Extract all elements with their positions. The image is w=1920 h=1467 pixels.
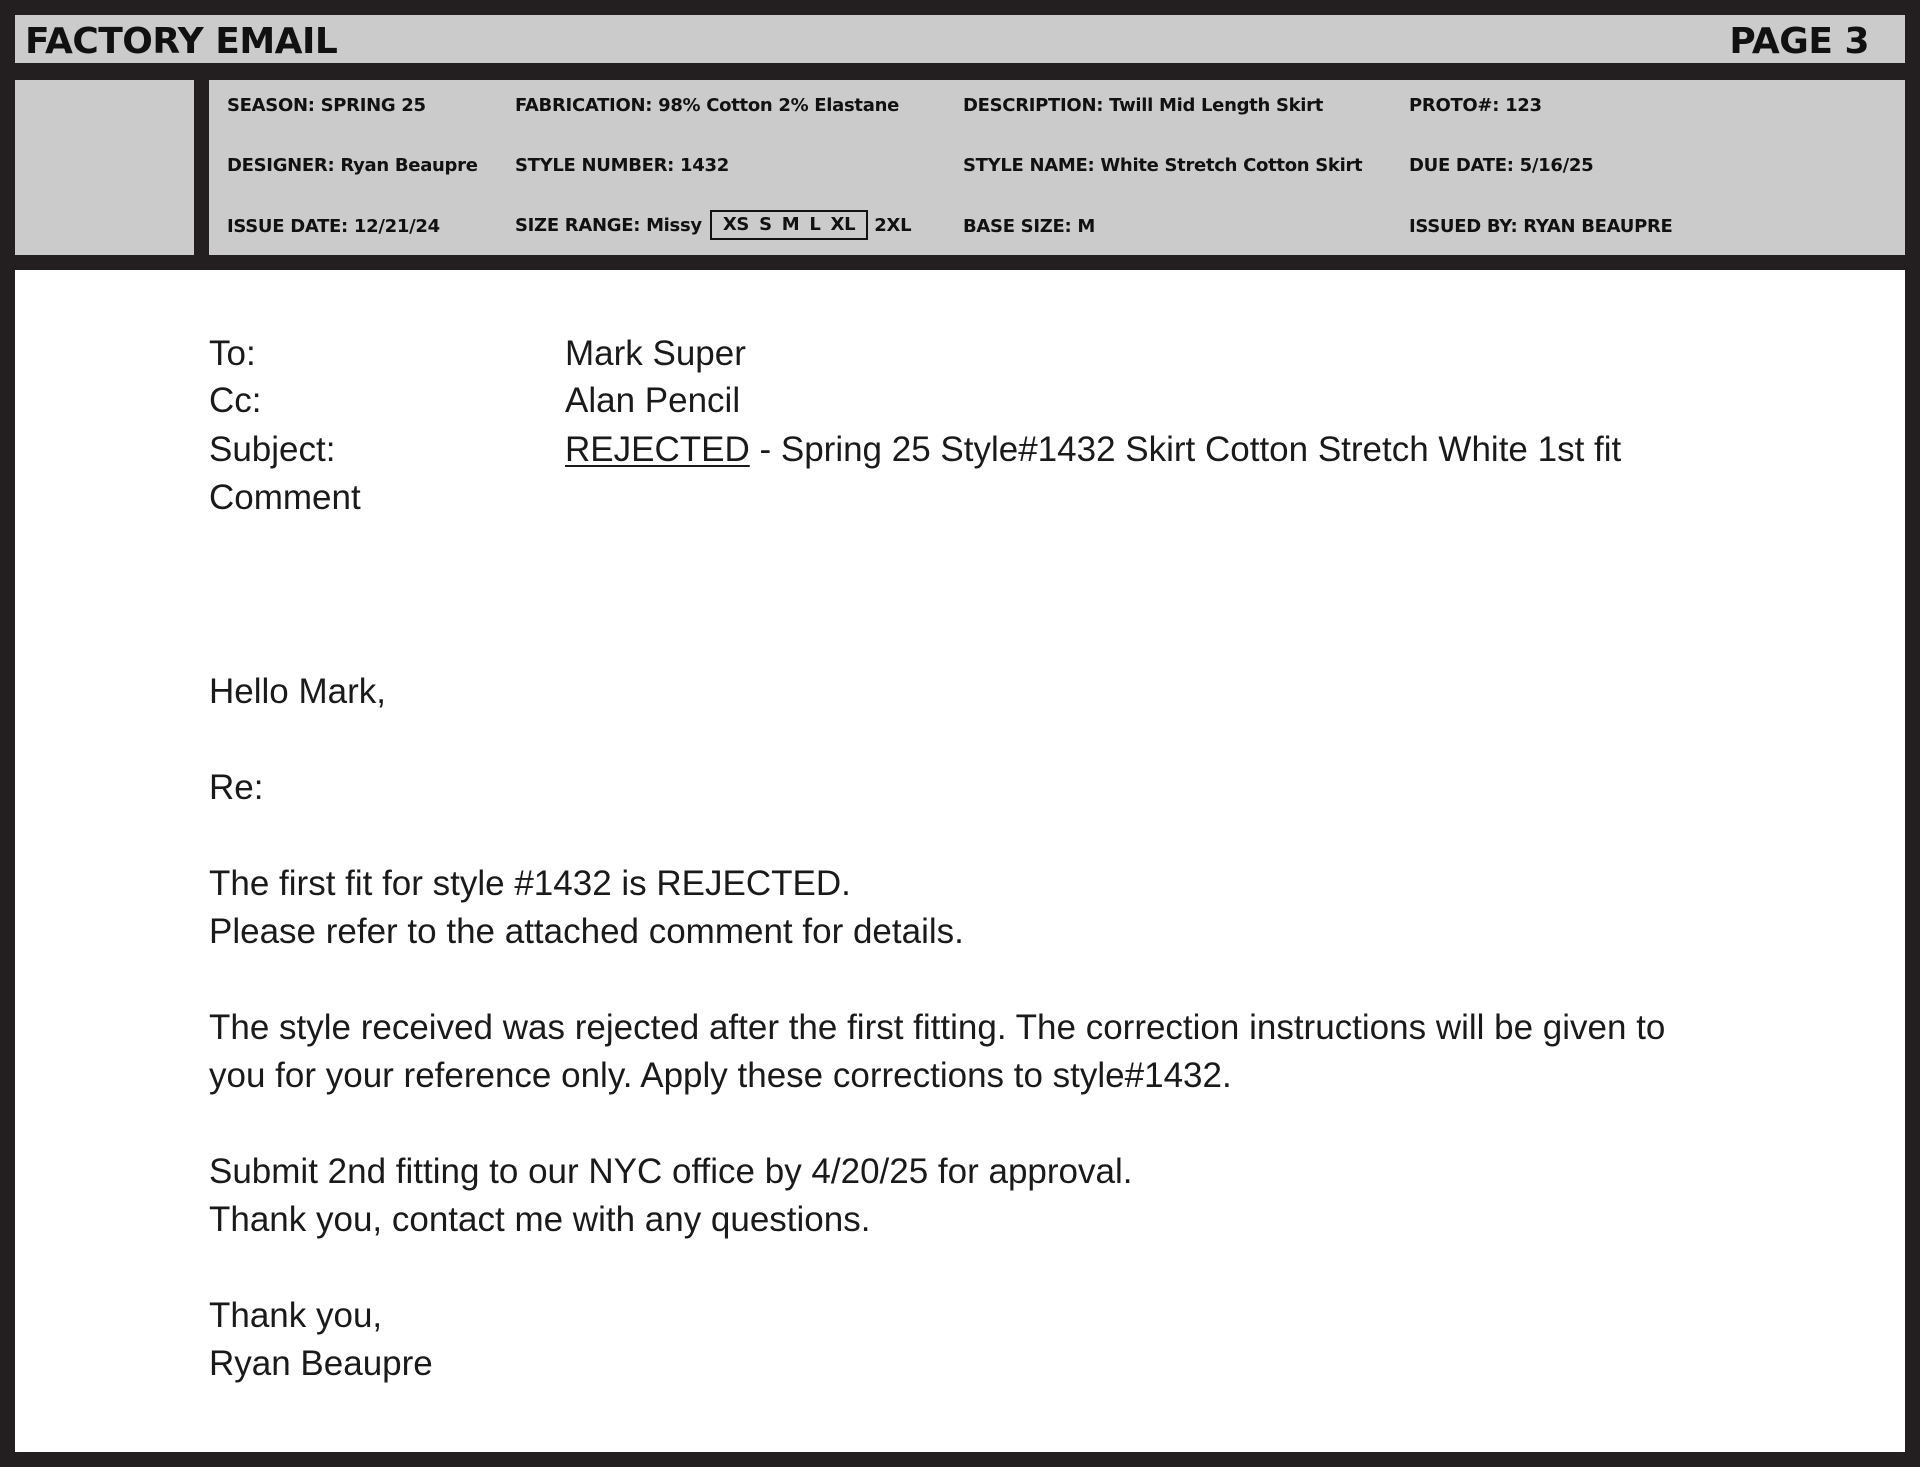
- subject-label: Subject:: [209, 430, 336, 469]
- body-line-2: Please refer to the attached comment for details.: [209, 912, 964, 951]
- signature: Ryan Beaupre: [209, 1344, 433, 1383]
- spec-due-date: DUE DATE: 5/16/25: [1409, 155, 1594, 176]
- size-range-box: [710, 210, 868, 240]
- document-title: FACTORY EMAIL: [25, 21, 338, 62]
- spec-season: SEASON: SPRING 25: [227, 95, 426, 116]
- spec-description: DESCRIPTION: Twill Mid Length Skirt: [963, 95, 1324, 116]
- body-line-5: Submit 2nd fitting to our NYC office by 4/20/25 for approval.: [209, 1152, 1133, 1191]
- body-line-6: Thank you, contact me with any questions.: [209, 1200, 871, 1239]
- spec-style-name: STYLE NAME: White Stretch Cotton Skirt: [963, 155, 1363, 176]
- spec-header: [209, 80, 1905, 255]
- to-value: Mark Super: [565, 334, 746, 373]
- comment-label: Comment: [209, 478, 361, 517]
- size-s: S: [759, 214, 772, 235]
- subject-status: REJECTED: [565, 430, 750, 469]
- body-line-1: The first fit for style #1432 is REJECTED.: [209, 864, 851, 903]
- spec-base-size: BASE SIZE: M: [963, 216, 1095, 237]
- spec-style-number: STYLE NUMBER: 1432: [515, 155, 729, 176]
- email-body-panel: [15, 270, 1905, 1452]
- spec-issue-date: ISSUE DATE: 12/21/24: [227, 216, 440, 237]
- subject-line: [565, 430, 1621, 470]
- cc-label: Cc:: [209, 381, 262, 420]
- closing: Thank you,: [209, 1296, 383, 1335]
- re-line: Re:: [209, 768, 264, 807]
- body-line-4: you for your reference only. Apply these corrections to style#1432.: [209, 1056, 1232, 1095]
- spec-designer: DESIGNER: Ryan Beaupre: [227, 155, 478, 176]
- size-range-label: SIZE RANGE: Missy: [515, 214, 702, 236]
- size-m: M: [781, 214, 800, 235]
- subject-text: - Spring 25 Style#1432 Skirt Cotton Stretch White 1st fit: [749, 430, 1622, 469]
- spec-size-range: [515, 210, 911, 240]
- page-number: PAGE 3: [1729, 21, 1869, 62]
- size-xs: XS: [722, 214, 750, 235]
- title-bar: [15, 15, 1905, 63]
- spec-issued-by: ISSUED BY: RYAN BEAUPRE: [1409, 216, 1673, 237]
- to-label: To:: [209, 334, 256, 373]
- body-line-3: The style received was rejected after the first fitting. The correction instructions will be given to: [209, 1008, 1666, 1047]
- size-xl: XL: [830, 214, 856, 235]
- size-2xl: 2XL: [874, 214, 912, 236]
- spec-fabrication: FABRICATION: 98% Cotton 2% Elastane: [515, 95, 899, 116]
- greeting: Hello Mark,: [209, 672, 386, 711]
- size-l: L: [809, 214, 821, 235]
- spec-proto: PROTO#: 123: [1409, 95, 1542, 116]
- cc-value: Alan Pencil: [565, 381, 741, 420]
- image-placeholder-block: [15, 80, 194, 255]
